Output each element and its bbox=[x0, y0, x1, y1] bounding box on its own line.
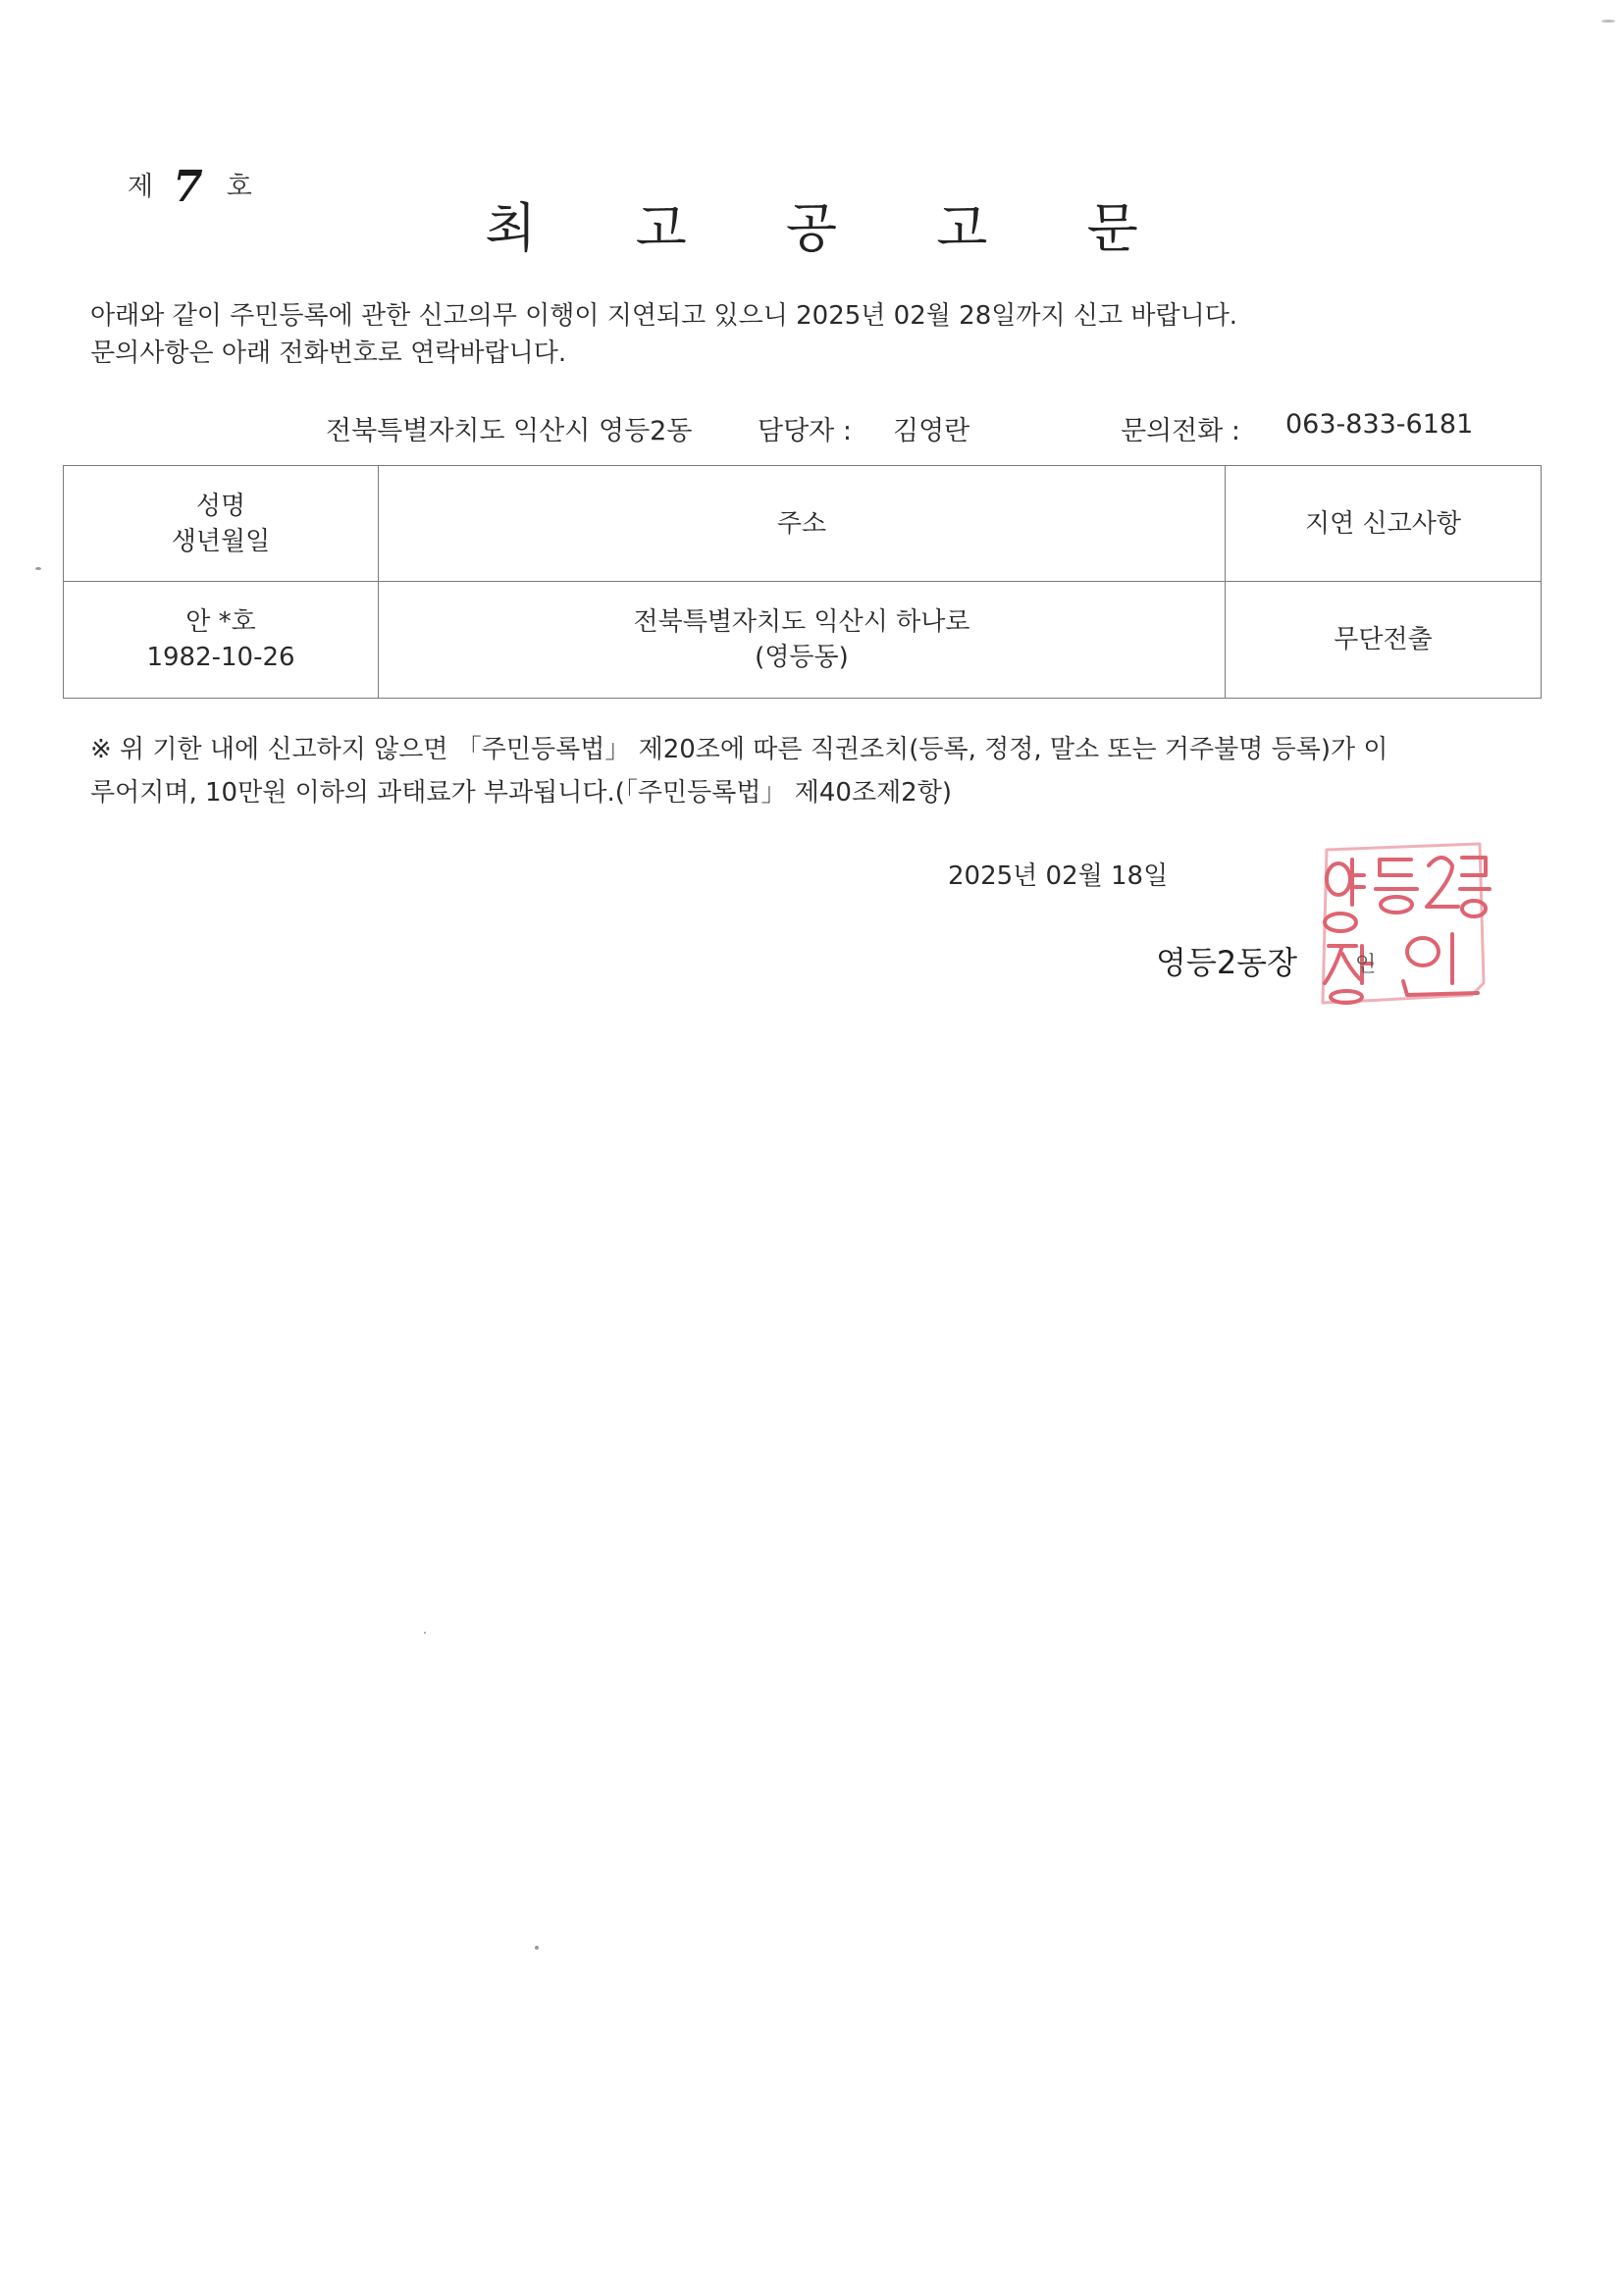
notice-body-line-2: 문의사항은 아래 전화번호로 연락바랍니다. bbox=[90, 339, 567, 368]
header-name-birth bbox=[64, 466, 379, 582]
document-number-prefix: 제 bbox=[128, 172, 154, 202]
cell-address-line-1: 전북특별자치도 익산시 하나로 bbox=[633, 607, 970, 637]
official-seal-stamp bbox=[1305, 836, 1492, 1013]
seal-mark: 인 bbox=[1355, 953, 1377, 977]
signer-title: 영등2동장 bbox=[1156, 944, 1298, 981]
header-address: 주소 bbox=[379, 466, 1226, 582]
cell-birth: 1982-10-26 bbox=[146, 643, 295, 672]
notice-body-line-1: 아래와 같이 주민등록에 관한 신고의무 이행이 지연되고 있으니 2025년 02월 28일까지 신고 바랍니다. bbox=[90, 301, 1238, 331]
table-header-row bbox=[64, 466, 1542, 582]
cell-overdue-item: 무단전출 bbox=[1226, 582, 1542, 699]
header-birth: 생년월일 bbox=[171, 526, 271, 556]
contact-office: 전북특별자치도 익산시 영등2동 bbox=[326, 416, 693, 446]
cell-address-line-2: (영등동) bbox=[755, 643, 849, 672]
document-title: 최 고 공 고 문 bbox=[485, 197, 1179, 259]
contact-phone-label: 문의전화 : bbox=[1121, 416, 1241, 446]
contact-manager-name: 김영란 bbox=[893, 416, 970, 446]
scan-speck bbox=[424, 1632, 426, 1634]
scan-speck bbox=[1601, 20, 1615, 23]
cell-name-birth bbox=[64, 582, 379, 699]
table-row bbox=[64, 582, 1542, 699]
scan-speck bbox=[35, 567, 41, 570]
document-number-suffix: 호 bbox=[226, 172, 252, 202]
penalty-notice bbox=[90, 728, 1533, 814]
overdue-table bbox=[63, 465, 1541, 699]
penalty-notice-line-1: ※ 위 기한 내에 신고하지 않으면 「주민등록법」 제20조에 따른 직권조치(등록, 정정, 말소 또는 거주불명 등록)가 이 bbox=[90, 735, 1388, 764]
cell-name: 안 *호 bbox=[185, 607, 256, 637]
contact-phone: 063-833-6181 bbox=[1285, 409, 1474, 440]
header-name: 성명 bbox=[195, 491, 246, 521]
penalty-notice-line-2: 루어지며, 10만원 이하의 과태료가 부과됩니다.(「주민등록법」 제40조제2항) bbox=[90, 778, 952, 808]
document-number-value: 7 bbox=[173, 162, 203, 212]
scan-speck bbox=[535, 1946, 539, 1950]
notice-body bbox=[90, 297, 1237, 372]
cell-address bbox=[379, 582, 1226, 699]
header-overdue-item: 지연 신고사항 bbox=[1226, 466, 1542, 582]
contact-manager-label: 담당자 : bbox=[758, 416, 852, 446]
issue-date: 2025년 02월 18일 bbox=[948, 861, 1169, 891]
